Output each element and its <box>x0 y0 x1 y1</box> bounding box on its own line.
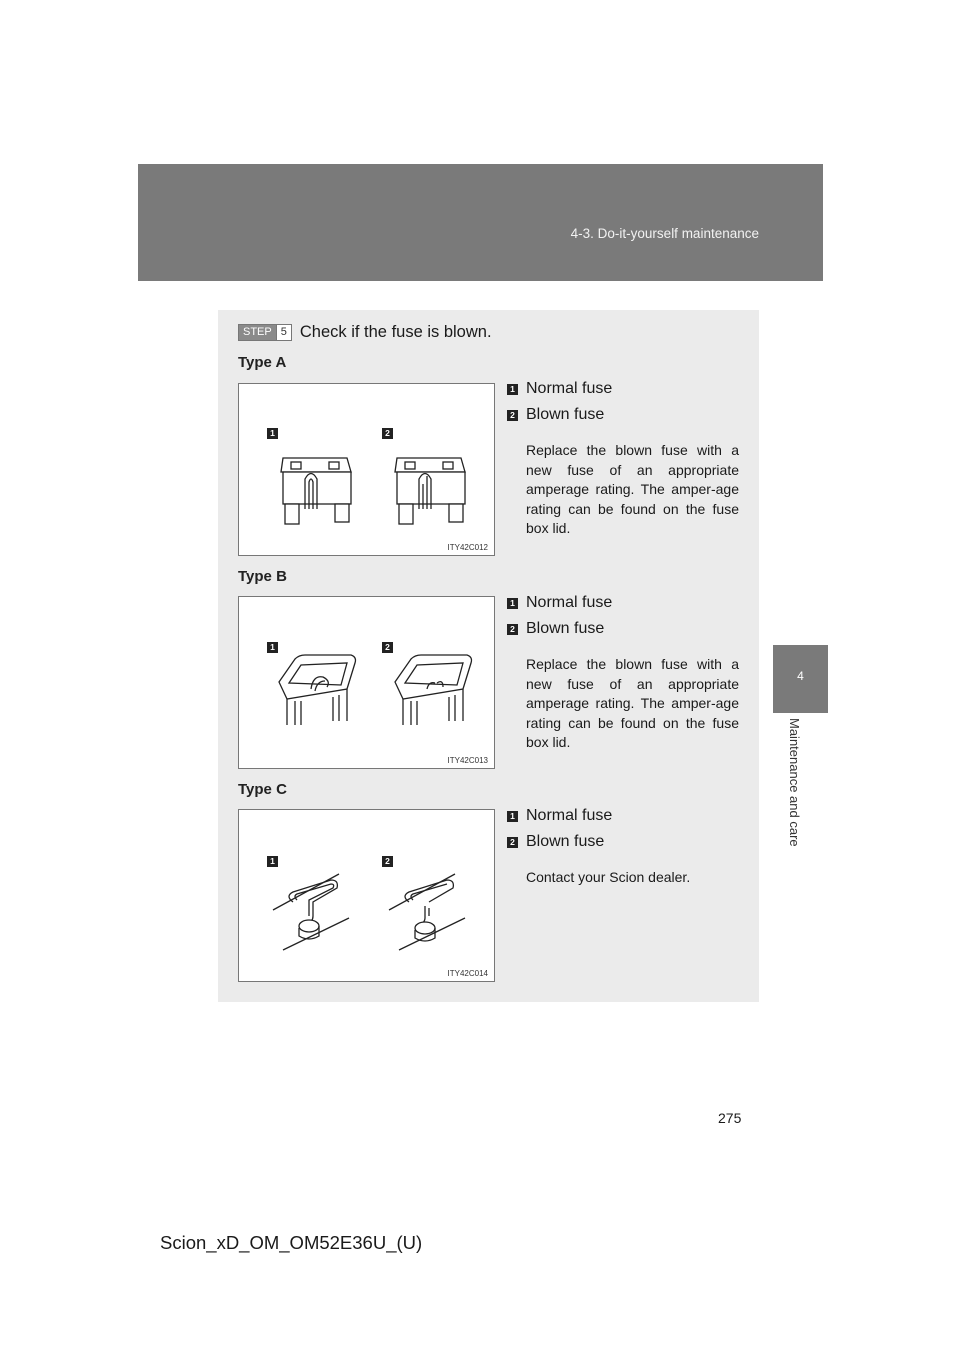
legend-label: Normal fuse <box>526 594 613 611</box>
legend-item-blown-fuse <box>507 406 739 432</box>
legend-label: Blown fuse <box>526 406 605 423</box>
document-footer: Scion_xD_OM_OM52E36U_(U) <box>160 1232 423 1253</box>
legend-number-badge: 1 <box>507 598 518 609</box>
callout-2-badge: 2 <box>382 856 393 867</box>
legend-item-normal-fuse <box>507 380 739 406</box>
section-title: 4-3. Do-it-yourself maintenance <box>570 226 759 241</box>
type-c-figure <box>238 809 495 982</box>
legend-item-blown-fuse <box>507 833 739 859</box>
legend-label: Blown fuse <box>526 620 605 637</box>
callout-1-badge: 1 <box>267 856 278 867</box>
legend-label: Blown fuse <box>526 833 605 850</box>
callout-2-badge: 2 <box>382 428 393 439</box>
figure-code: ITY42C013 <box>447 756 488 765</box>
chapter-label: Maintenance and care <box>787 718 802 847</box>
type-b-fuse-illustration <box>239 597 494 768</box>
legend-item-normal-fuse <box>507 594 739 620</box>
type-b-legend <box>507 594 739 753</box>
legend-number-badge: 1 <box>507 384 518 395</box>
type-c-fuse-illustration <box>239 810 494 983</box>
type-b-title: Type B <box>238 568 287 585</box>
legend-item-blown-fuse <box>507 620 739 646</box>
legend-number-badge: 2 <box>507 624 518 635</box>
step-row <box>238 322 492 342</box>
legend-number-badge: 1 <box>507 811 518 822</box>
type-c-title: Type C <box>238 781 287 798</box>
type-b-figure <box>238 596 495 769</box>
figure-code: ITY42C012 <box>447 543 488 552</box>
step-word: STEP <box>243 326 272 338</box>
figure-code: ITY42C014 <box>447 969 488 978</box>
type-a-fuse-illustration <box>239 384 494 555</box>
legend-number-badge: 2 <box>507 410 518 421</box>
type-c-description: Contact your Scion dealer. <box>526 869 691 885</box>
type-a-description: Replace the blown fuse with a new fuse of an appropriate amperage rating. The amper-age rating can be found on the fuse box lid. <box>526 442 739 536</box>
legend-item-normal-fuse <box>507 807 739 833</box>
page-number: 275 <box>718 1110 742 1126</box>
chapter-tab <box>773 645 828 713</box>
step-badge <box>238 324 292 341</box>
type-a-title: Type A <box>238 354 287 371</box>
content-panel <box>218 310 759 1002</box>
type-b-description: Replace the blown fuse with a new fuse of an appropriate amperage rating. The amper-age rating can be found on the fuse box lid. <box>526 656 739 750</box>
chapter-number: 4 <box>797 669 804 683</box>
legend-number-badge: 2 <box>507 837 518 848</box>
step-number: 5 <box>276 325 291 340</box>
type-a-figure <box>238 383 495 556</box>
callout-1-badge: 1 <box>267 428 278 439</box>
type-c-legend <box>507 807 739 888</box>
callout-1-badge: 1 <box>267 642 278 653</box>
section-header-bar <box>138 164 823 281</box>
legend-label: Normal fuse <box>526 380 613 397</box>
legend-label: Normal fuse <box>526 807 613 824</box>
chapter-label-wrapper <box>781 718 803 868</box>
type-a-legend <box>507 380 739 539</box>
step-instruction: Check if the fuse is blown. <box>299 322 492 341</box>
callout-2-badge: 2 <box>382 642 393 653</box>
